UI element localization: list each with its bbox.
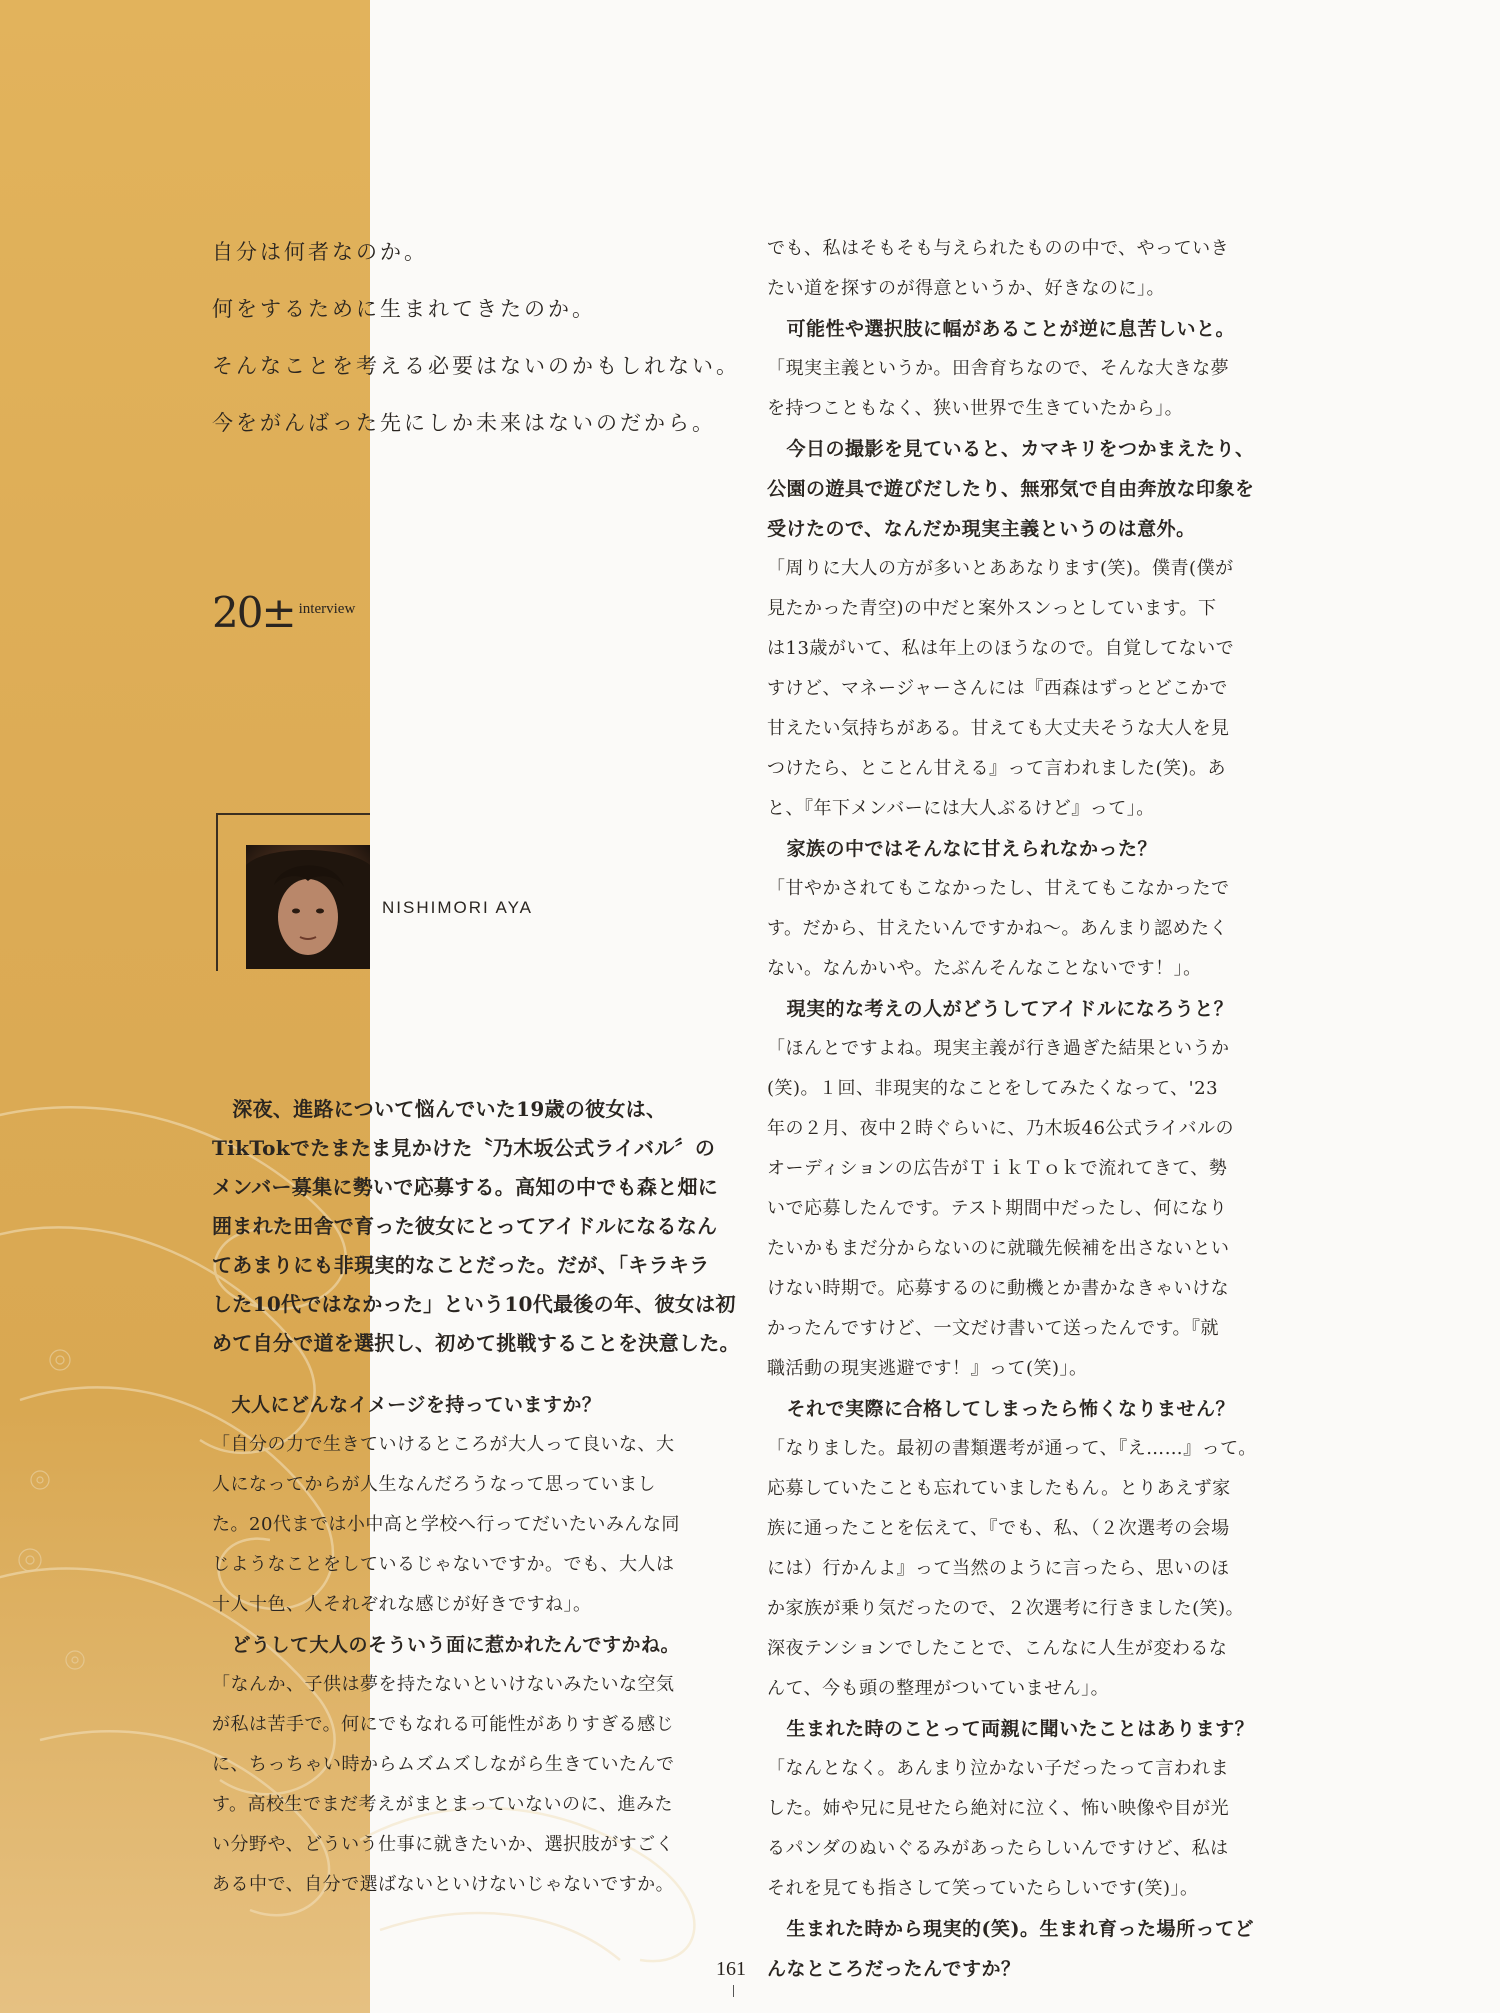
- question-line: 家族の中ではそんなに甘えられなかった？: [767, 838, 1158, 860]
- profile-name: NISHIMORI AYA: [382, 898, 534, 917]
- lead-line: てあまりにも非現実的なことだった。だが、「キラキラ: [212, 1253, 710, 1277]
- answer-line: を持つこともなく、狭い世界で生きていたから」。: [767, 398, 1184, 419]
- question-line: 今日の撮影を見ていると、カマキリをつかまえたり、: [767, 438, 1255, 460]
- answer-line: い分野や、どういう仕事に就きたいか、選択肢がすごく: [212, 1834, 675, 1855]
- lead-line: 深夜、進路について悩んでいた19歳の彼女は、: [212, 1097, 667, 1121]
- lead-paragraph: [212, 1090, 740, 1363]
- intro-line: 今をがんばった先にしか未来はないのだから。: [212, 411, 716, 435]
- question-line: 現実的な考えの人がどうしてアイドルになろうと？: [767, 998, 1234, 1020]
- intro-line: 自分は何者なのか。: [212, 240, 428, 264]
- logo-word: interview: [298, 601, 356, 617]
- answer-line: かったんですけど、一文だけ書いて送ったんです。『就: [767, 1318, 1220, 1339]
- answer-line: 「周りに大人の方が多いとああなります(笑)。僕青(僕が: [767, 558, 1234, 579]
- answer-line: それを見ても指さして笑っていたらしいです(笑)」。: [767, 1878, 1199, 1899]
- lead-line: 囲まれた田舎で育った彼女にとってアイドルになるなん: [212, 1214, 718, 1238]
- intro-line: そんなことを考える必要はないのかもしれない。: [212, 354, 740, 378]
- answer-line: す。高校生でまだ考えがまとまっていないのに、進みた: [212, 1794, 674, 1815]
- lead-line: TikTokでたまたま見かけた〝乃木坂公式ライバル〞の: [212, 1136, 716, 1160]
- answer-line: 「なんか、子供は夢を持たないといけないみたいな空気: [212, 1674, 675, 1695]
- question-line: どうして大人のそういう面に惹かれたんですかね。: [212, 1634, 681, 1656]
- question-line: 可能性や選択肢に幅があることが逆に息苦しいと。: [767, 318, 1236, 340]
- magazine-logo: [212, 584, 356, 637]
- answer-line: た。20代までは小中高と学校へ行ってだいたいみんな同: [212, 1514, 680, 1535]
- answer-line: した。姉や兄に見せたら絶対に泣く、怖い映像や目が光: [767, 1798, 1230, 1819]
- intro-poem: [212, 232, 740, 460]
- answer-line: 見たかった青空)の中だと案外スンっとしています。下: [767, 598, 1217, 619]
- answer-line: 「なんとなく。あんまり泣かない子だったって言われま: [767, 1758, 1230, 1779]
- answer-line: 「なりました。最初の書類選考が通って、『え……』って。: [767, 1438, 1257, 1459]
- answer-line: 年の２月、夜中２時ぐらいに、乃木坂46公式ライバルの: [767, 1118, 1235, 1139]
- question-line: 大人にどんなイメージを持っていますか？: [212, 1394, 602, 1416]
- answer-line: 「甘やかされてもこなかったし、甘えてもこなかったで: [767, 878, 1230, 899]
- answer-line: でも、私はそもそも与えられたものの中で、やっていき: [767, 238, 1230, 259]
- question-line: んなところだったんですか？: [767, 1958, 1021, 1980]
- answer-line: が私は苦手で。何にでもなれる可能性がありすぎる感じ: [212, 1714, 675, 1735]
- answer-line: 人になってからが人生なんだろうなって思っていまし: [212, 1474, 656, 1495]
- page-tick-mark: [733, 1985, 734, 1997]
- answer-line: は13歳がいて、私は年上のほうなので。自覚してないで: [767, 638, 1235, 659]
- answer-line: 応募していたことも忘れていましたもん。とりあえず家: [767, 1478, 1231, 1499]
- answer-line: 族に通ったことを伝えて、『でも、私、（２次選考の会場: [767, 1518, 1230, 1539]
- profile-photo: [246, 845, 370, 969]
- question-line: 生まれた時のことって両親に聞いたことはあります？: [767, 1718, 1255, 1740]
- profile-frame-vertical: [216, 813, 218, 971]
- answer-line: つけたら、とことん甘える』って言われました(笑)。あ: [767, 758, 1227, 779]
- profile-frame-horizontal: [216, 813, 370, 815]
- answer-line: 深夜テンションでしたことで、こんなに人生が変わるな: [767, 1638, 1228, 1659]
- page-number: 161: [716, 1958, 746, 1980]
- question-line: 公園の遊具で遊びだしたり、無邪気で自由奔放な印象を: [767, 478, 1255, 500]
- question-line: それで実際に合格してしまったら怖くなりません？: [767, 1398, 1236, 1420]
- answer-line: ある中で、自分で選ばないといけないじゃないですか。: [212, 1874, 675, 1895]
- portrait-illustration: [246, 845, 370, 969]
- answer-line: 職活動の現実逃避です！』って(笑)」。: [767, 1358, 1088, 1379]
- lead-line: した10代ではなかった」という10代最後の年、彼女は初: [212, 1292, 736, 1316]
- logo-number: 20±: [212, 588, 295, 637]
- interview-column-left: [212, 1385, 724, 1905]
- answer-line: 「自分の力で生きていけるところが大人って良いな、大: [212, 1434, 675, 1455]
- lead-line: メンバー募集に勢いで応募する。高知の中でも森と畑に: [212, 1175, 719, 1199]
- answer-line: いで応募したんです。テスト期間中だったし、何になり: [767, 1198, 1228, 1219]
- answer-line: けない時期で。応募するのに動機とか書かなきゃいけな: [767, 1278, 1230, 1299]
- answer-line: には）行かんよ』って当然のように言ったら、思いのほ: [767, 1558, 1230, 1579]
- answer-line: ない。なんかいや。たぶんそんなことないです！」。: [767, 958, 1202, 979]
- answer-line: たい道を探すのが得意というか、好きなのに」。: [767, 278, 1165, 299]
- answer-line: す。だから、甘えたいんですかね〜。あんまり認めたく: [767, 918, 1229, 939]
- answer-line: 「現実主義というか。田舎育ちなので、そんな大きな夢: [767, 358, 1230, 379]
- answer-line: じようなことをしているじゃないですか。でも、大人は: [212, 1554, 675, 1575]
- intro-line: 何をするために生まれてきたのか。: [212, 297, 596, 321]
- answer-line: るパンダのぬいぐるみがあったらしいんですけど、私は: [767, 1838, 1229, 1859]
- answer-line: すけど、マネージャーさんには『西森はずっとどこかで: [767, 678, 1228, 699]
- answer-line: に、ちっちゃい時からムズムズしながら生きていたんで: [212, 1754, 675, 1775]
- answer-line: か家族が乗り気だったので、２次選考に行きました(笑)。: [767, 1598, 1245, 1619]
- answer-line: たいかもまだ分からないのに就職先候補を出さないとい: [767, 1238, 1230, 1259]
- interview-column-right: [767, 229, 1279, 1989]
- question-line: 生まれた時から現実的(笑)。生まれ育った場所ってど: [767, 1918, 1254, 1940]
- lead-line: めて自分で道を選択し、初めて挑戦することを決意した。: [212, 1331, 740, 1355]
- question-line: 受けたので、なんだか現実主義というのは意外。: [767, 518, 1196, 540]
- answer-line: オーディションの広告がＴｉｋＴｏｋで流れてきて、勢: [767, 1158, 1228, 1179]
- answer-line: 十人十色、人それぞれな感じが好きですね」。: [212, 1594, 592, 1615]
- answer-line: と、『年下メンバーには大人ぶるけど』って」。: [767, 798, 1155, 819]
- answer-line: (笑)。１回、非現実的なことをしてみたくなって、'23: [767, 1078, 1219, 1099]
- answer-line: んて、今も頭の整理がついていません」。: [767, 1678, 1110, 1699]
- answer-line: 甘えたい気持ちがある。甘えても大丈夫そうな大人を見: [767, 718, 1230, 739]
- answer-line: 「ほんとですよね。現実主義が行き過ぎた結果というか: [767, 1038, 1230, 1059]
